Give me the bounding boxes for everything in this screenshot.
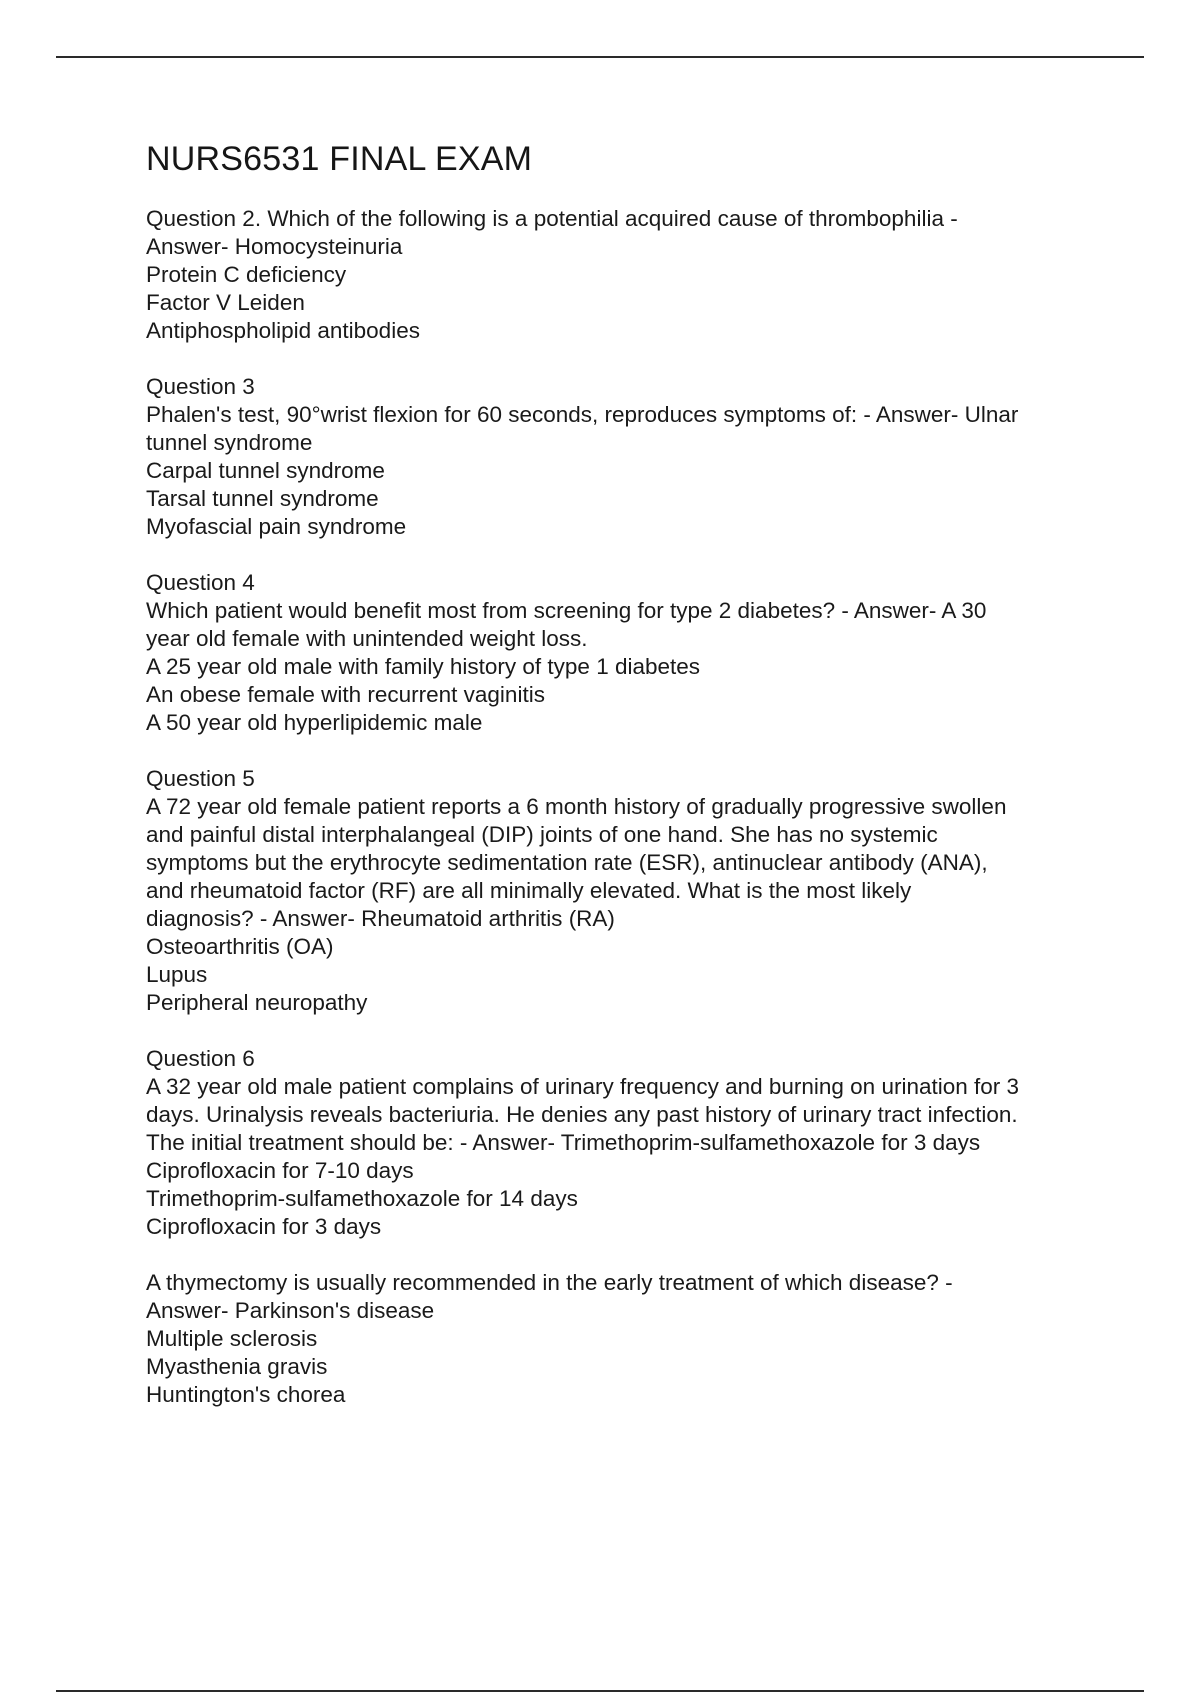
question-text: A 72 year old female patient reports a 6 month history of gradually progressive swollen xyxy=(146,794,1007,819)
option-line: Peripheral neuropathy xyxy=(146,990,368,1015)
question-text: Phalen's test, 90°wrist flexion for 60 seconds, reproduces symptoms of: - Answer- Ulnar xyxy=(146,402,1019,427)
question-text: tunnel syndrome xyxy=(146,430,313,455)
question-block-5 xyxy=(146,765,1106,1017)
question-block-4 xyxy=(146,569,1106,737)
question-text: Question 2. Which of the following is a potential acquired cause of thrombophilia - xyxy=(146,206,958,231)
option-line: Carpal tunnel syndrome xyxy=(146,458,385,483)
question-text: The initial treatment should be: - Answer- Trimethoprim-sulfamethoxazole for 3 days xyxy=(146,1130,981,1155)
option-line: Lupus xyxy=(146,962,208,987)
option-line: Myasthenia gravis xyxy=(146,1354,328,1379)
question-heading: Question 5 xyxy=(146,766,255,791)
option-line: Huntington's chorea xyxy=(146,1382,346,1407)
option-line: Protein C deficiency xyxy=(146,262,347,287)
answer-line: Answer- Parkinson's disease xyxy=(146,1298,435,1323)
option-line: Ciprofloxacin for 3 days xyxy=(146,1214,382,1239)
option-line: Ciprofloxacin for 7-10 days xyxy=(146,1158,414,1183)
question-heading: Question 4 xyxy=(146,570,255,595)
option-line: Factor V Leiden xyxy=(146,290,305,315)
answer-line: Answer- Homocysteinuria xyxy=(146,234,403,259)
question-heading: Question 6 xyxy=(146,1046,255,1071)
question-text: year old female with unintended weight loss. xyxy=(146,626,588,651)
top-divider xyxy=(56,56,1144,58)
question-text: A 32 year old male patient complains of urinary frequency and burning on urination for 3 xyxy=(146,1074,1020,1099)
option-line: Myofascial pain syndrome xyxy=(146,514,407,539)
question-text: symptoms but the erythrocyte sedimentation rate (ESR), antinuclear antibody (ANA), xyxy=(146,850,988,875)
document-title: NURS6531 FINAL EXAM xyxy=(146,140,533,178)
question-heading: Question 3 xyxy=(146,374,255,399)
question-block-3 xyxy=(146,373,1106,541)
question-block-6 xyxy=(146,1045,1106,1241)
question-block-thymectomy xyxy=(146,1269,1106,1409)
option-line: Antiphospholipid antibodies xyxy=(146,318,420,343)
question-text: diagnosis? - Answer- Rheumatoid arthritis (RA) xyxy=(146,906,615,931)
question-text: and rheumatoid factor (RF) are all minimally elevated. What is the most likely xyxy=(146,878,912,903)
question-text: and painful distal interphalangeal (DIP) joints of one hand. She has no systemic xyxy=(146,822,938,847)
question-text: Which patient would benefit most from screening for type 2 diabetes? - Answer- A 30 xyxy=(146,598,987,623)
question-block-2 xyxy=(146,205,1106,345)
option-line: An obese female with recurrent vaginitis xyxy=(146,682,545,707)
option-line: A 25 year old male with family history of type 1 diabetes xyxy=(146,654,701,679)
option-line: Multiple sclerosis xyxy=(146,1326,318,1351)
option-line: A 50 year old hyperlipidemic male xyxy=(146,710,483,735)
question-text: days. Urinalysis reveals bacteriuria. He denies any past history of urinary tract infection. xyxy=(146,1102,1018,1127)
option-line: Osteoarthritis (OA) xyxy=(146,934,334,959)
question-text: A thymectomy is usually recommended in the early treatment of which disease? - xyxy=(146,1270,953,1295)
option-line: Tarsal tunnel syndrome xyxy=(146,486,379,511)
option-line: Trimethoprim-sulfamethoxazole for 14 days xyxy=(146,1186,578,1211)
bottom-divider xyxy=(56,1690,1144,1692)
document-page xyxy=(146,140,1106,1437)
